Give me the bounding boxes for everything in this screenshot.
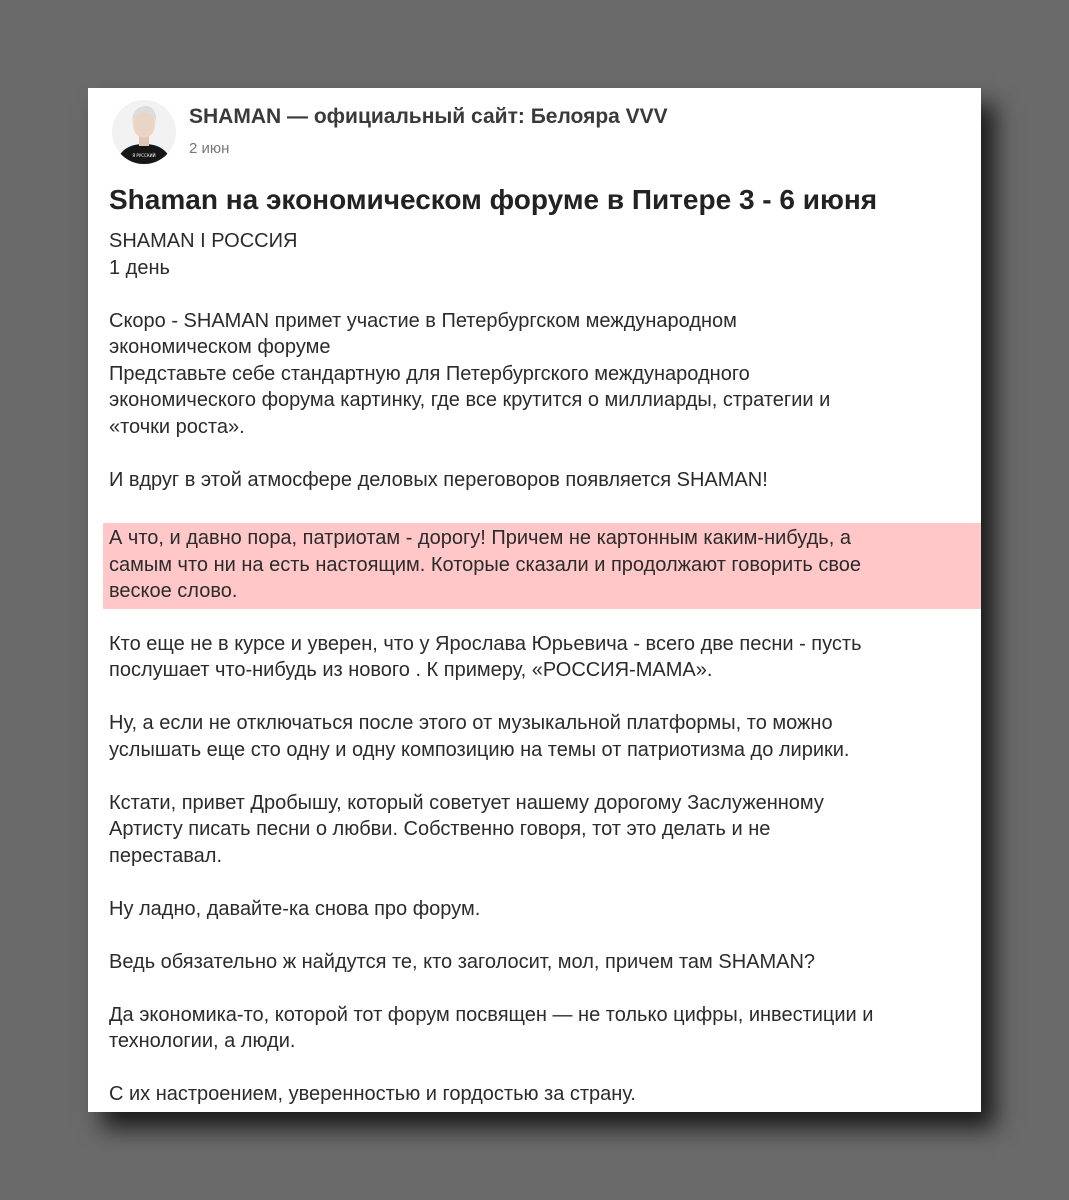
paragraph-line: Скоро - SHAMAN примет участие в Петербургском международном bbox=[109, 309, 737, 332]
avatar-portrait-image bbox=[112, 100, 176, 164]
paragraph-line: С их настроением, уверенностью и гордостью за страну. bbox=[109, 1083, 636, 1105]
author-avatar[interactable] bbox=[112, 100, 176, 164]
paragraph-line: экономического форума картинку, где все крутится о миллиарды, стратегии и bbox=[109, 389, 831, 411]
paragraph-line: Ведь обязательно ж найдутся те, кто заголосит, мол, причем там SHAMAN? bbox=[109, 950, 816, 973]
article-card bbox=[88, 88, 981, 1112]
highlighted-quote bbox=[103, 523, 981, 609]
article-age: 1 день bbox=[109, 256, 170, 279]
article-title: Shaman на экономическом форуме в Питере 3 - 6 июня bbox=[109, 184, 878, 215]
paragraph-line: Кстати, привет Дробышу, который советует нашему дорогому Заслуженному bbox=[109, 791, 824, 814]
quote-line: самым что ни на есть настоящим. Которые сказали и продолжают говорить свое bbox=[109, 553, 861, 576]
paragraph-line: технологии, а люди. bbox=[109, 1030, 296, 1052]
paragraph-line: услышать еще сто одну и одну композицию на темы от патриотизма до лирики. bbox=[109, 738, 850, 761]
post-date: 2 июн bbox=[189, 140, 230, 157]
paragraph-line: послушает что-нибудь из нового . К примеру, «РОССИЯ-МАМА». bbox=[109, 659, 713, 681]
paragraph-line: переставал. bbox=[109, 844, 223, 867]
paragraph-line: Ну ладно, давайте-ка снова про форум. bbox=[109, 897, 481, 920]
quote-line: А что, и давно пора, патриотам - дорогу! Причем не картонным каким-нибудь, а bbox=[109, 527, 851, 549]
paragraph-line: Артисту писать песни о любви. Собственно говоря, тот это делать и не bbox=[109, 818, 771, 840]
paragraph-line: «точки роста». bbox=[109, 415, 245, 438]
author-name[interactable]: SHAMAN — официальный сайт: Белояра VVV bbox=[189, 105, 668, 128]
paragraph-line: Ну, а если не отключаться после этого от музыкальной платформы, то можно bbox=[109, 712, 833, 734]
quote-line: веское слово. bbox=[109, 580, 238, 602]
svg-text:Я РУССКИЙ: Я РУССКИЙ bbox=[132, 153, 156, 158]
paragraph-line: Кто еще не в курсе и уверен, что у Ярослава Юрьевича - всего две песни - пусть bbox=[109, 632, 862, 655]
paragraph-line: экономическом форуме bbox=[109, 336, 331, 358]
paragraph-line: Да экономика-то, которой тот форум посвящен — не только цифры, инвестиции и bbox=[109, 1003, 874, 1026]
channel-name: SHAMAN I РОССИЯ bbox=[109, 230, 298, 252]
article-body bbox=[109, 228, 959, 1108]
paragraph-line: И вдруг в этой атмосфере деловых переговоров появляется SHAMAN! bbox=[109, 468, 768, 491]
paragraph-line: Представьте себе стандартную для Петербургского международного bbox=[109, 362, 750, 385]
